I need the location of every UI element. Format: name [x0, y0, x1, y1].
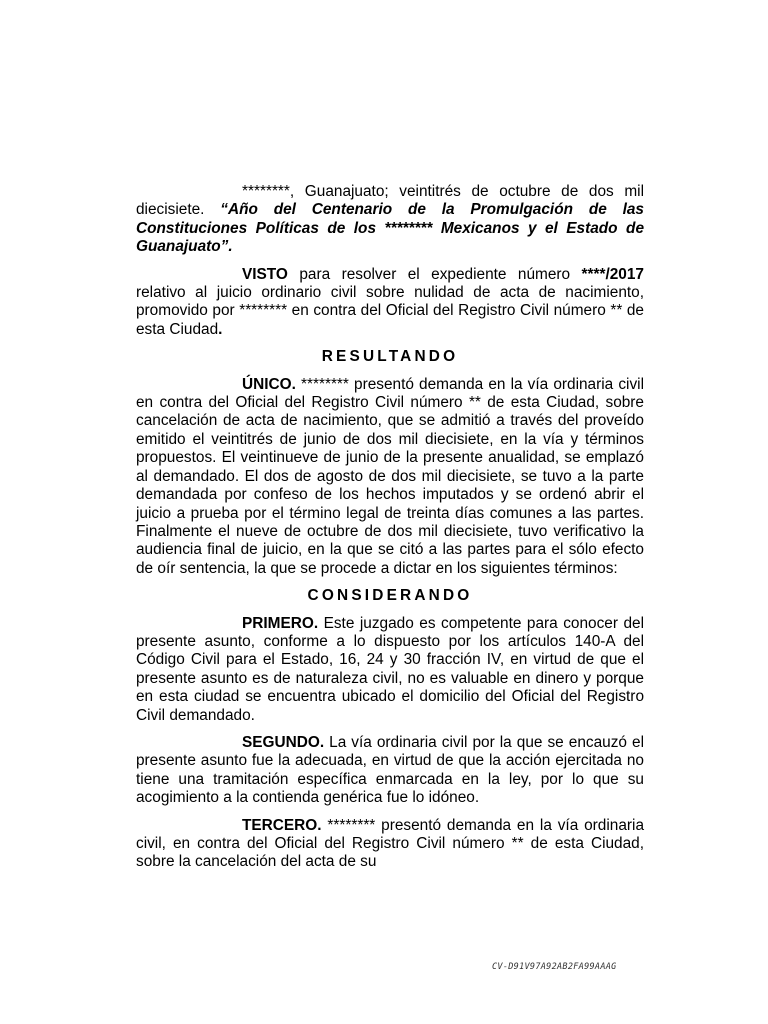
primero-label: PRIMERO.	[242, 614, 319, 632]
official-motto: “Año del Centenario de la Promulgación de las Constituciones Políticas de los ******** Mexicanos y el Estado de Guanajuato”	[136, 201, 644, 256]
visto-paragraph	[136, 266, 644, 340]
expediente-number: ****/2017	[581, 265, 644, 283]
resultando-heading: RESULTANDO	[321, 348, 459, 366]
tercero-paragraph	[136, 817, 644, 872]
primero-paragraph	[136, 615, 644, 725]
unico-label: ÚNICO.	[242, 375, 296, 393]
document-verification-code: CV-D91V97A92AB2FA99AAAG	[492, 962, 617, 972]
segundo-text: La vía ordinaria civil por la que se encauzó el presente asunto fue la adecuada, en virtud de que la acción ejercitada no tiene una tramitación específica enmarcada en la ley, por lo que su acogimiento a la contienda genérica fue lo idóneo.	[136, 733, 644, 807]
tercero-text: ******** presentó demanda en la vía ordinaria civil, en contra del Oficial del Registro Civil número ** de esta Ciudad, sobre la cancelación del acta de su	[136, 816, 644, 871]
tercero-label: TERCERO.	[242, 816, 322, 834]
primero-text: Este juzgado es competente para conocer del presente asunto, conforme a lo dispuesto por los artículos 140-A del Código Civil para el Estado, 16, 24 y 30 fracción IV, en virtud de que el presente asunto es de naturaleza civil, no es valuable en dinero y porque en esta ciudad se encuentra ubicado el domicilio del Oficial del Registro Civil demandado.	[136, 614, 644, 724]
segundo-label: SEGUNDO.	[242, 733, 325, 751]
visto-label: VISTO	[242, 265, 288, 283]
unico-text: ******** presentó demanda en la vía ordinaria civil en contra del Oficial del Registro Civil número ** de esta Ciudad, sobre cancelación de acta de nacimiento, que se admitió a través del proveído emitido el veintitrés de junio de dos mil diecisiete, en la vía y términos propuestos. El veintinueve de junio de la presente anualidad, se emplazó al demandado. El dos de agosto de dos mil diecisiete, se tuvo a la parte demandada por confeso de los hechos imputados y se ordenó abrir el juicio a prueba por el término legal de treinta días comunes a las partes. Finalmente el nueve de octubre de dos mil diecisiete, tuvo verificativo la audiencia final de juicio, en la que se citó a las partes para el sólo efecto de oír sentencia, la que se procede a dictar en los siguientes términos:	[136, 375, 644, 577]
visto-text-2: relativo al juicio ordinario civil sobre nulidad de acta de nacimiento, promovido por ******** en contra del Oficial del Registro Civil número ** de esta Ciudad	[136, 284, 644, 338]
visto-period: .	[218, 320, 223, 338]
motto-period: .	[228, 238, 233, 256]
document-body	[136, 183, 644, 881]
segundo-paragraph	[136, 734, 644, 808]
place-date: ********, Guanajuato; veintitrés de octubre de dos mil diecisiete.	[136, 183, 644, 219]
unico-paragraph	[136, 376, 644, 578]
visto-text-1: para resolver el expediente número	[287, 265, 582, 283]
header-paragraph	[136, 183, 644, 257]
considerando-heading: CONSIDERANDO	[307, 587, 473, 605]
